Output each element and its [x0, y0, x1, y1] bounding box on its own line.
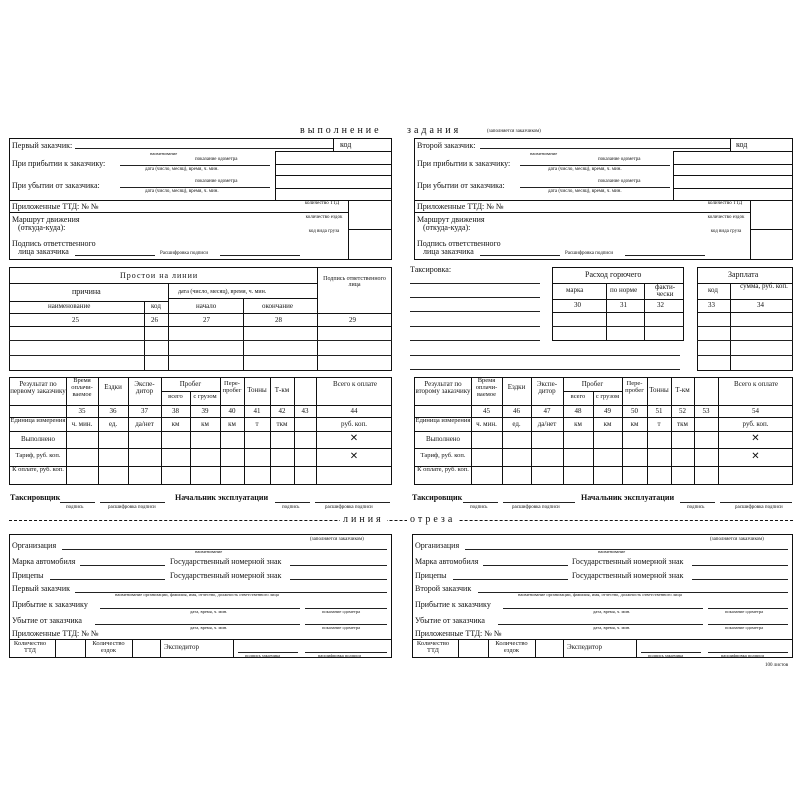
taxation-label: Таксировка:: [410, 265, 452, 274]
idle-title: Простои на линии: [120, 271, 199, 280]
departure-label: При убытии от заказчика:: [12, 181, 100, 190]
chief-left: Начальник эксплуатации: [175, 493, 269, 502]
cross-icon: ✕: [751, 451, 760, 462]
page-note: 100 листов: [765, 663, 789, 668]
first-customer-label: Первый заказчик:: [12, 141, 73, 150]
cross-icon: ✕: [349, 433, 359, 444]
cross-icon: ✕: [751, 433, 760, 444]
second-customer-label: Второй заказчик:: [417, 141, 476, 150]
cut-line: [9, 520, 793, 521]
code-label: код: [340, 140, 352, 149]
taxer-right: Таксировщик: [412, 493, 463, 502]
title-right: задания: [407, 125, 462, 136]
header-note: (заполняется заказчиком): [487, 129, 541, 134]
cross-icon: ✕: [349, 451, 359, 462]
ttn-label: Приложенные ТТД: № №: [12, 202, 99, 211]
taxer-left: Таксировщик: [10, 493, 61, 502]
chief-right: Начальник эксплуатации: [581, 493, 675, 502]
title-left: выполнение: [300, 125, 382, 136]
arrival-label: При прибытии к заказчику:: [12, 159, 106, 168]
